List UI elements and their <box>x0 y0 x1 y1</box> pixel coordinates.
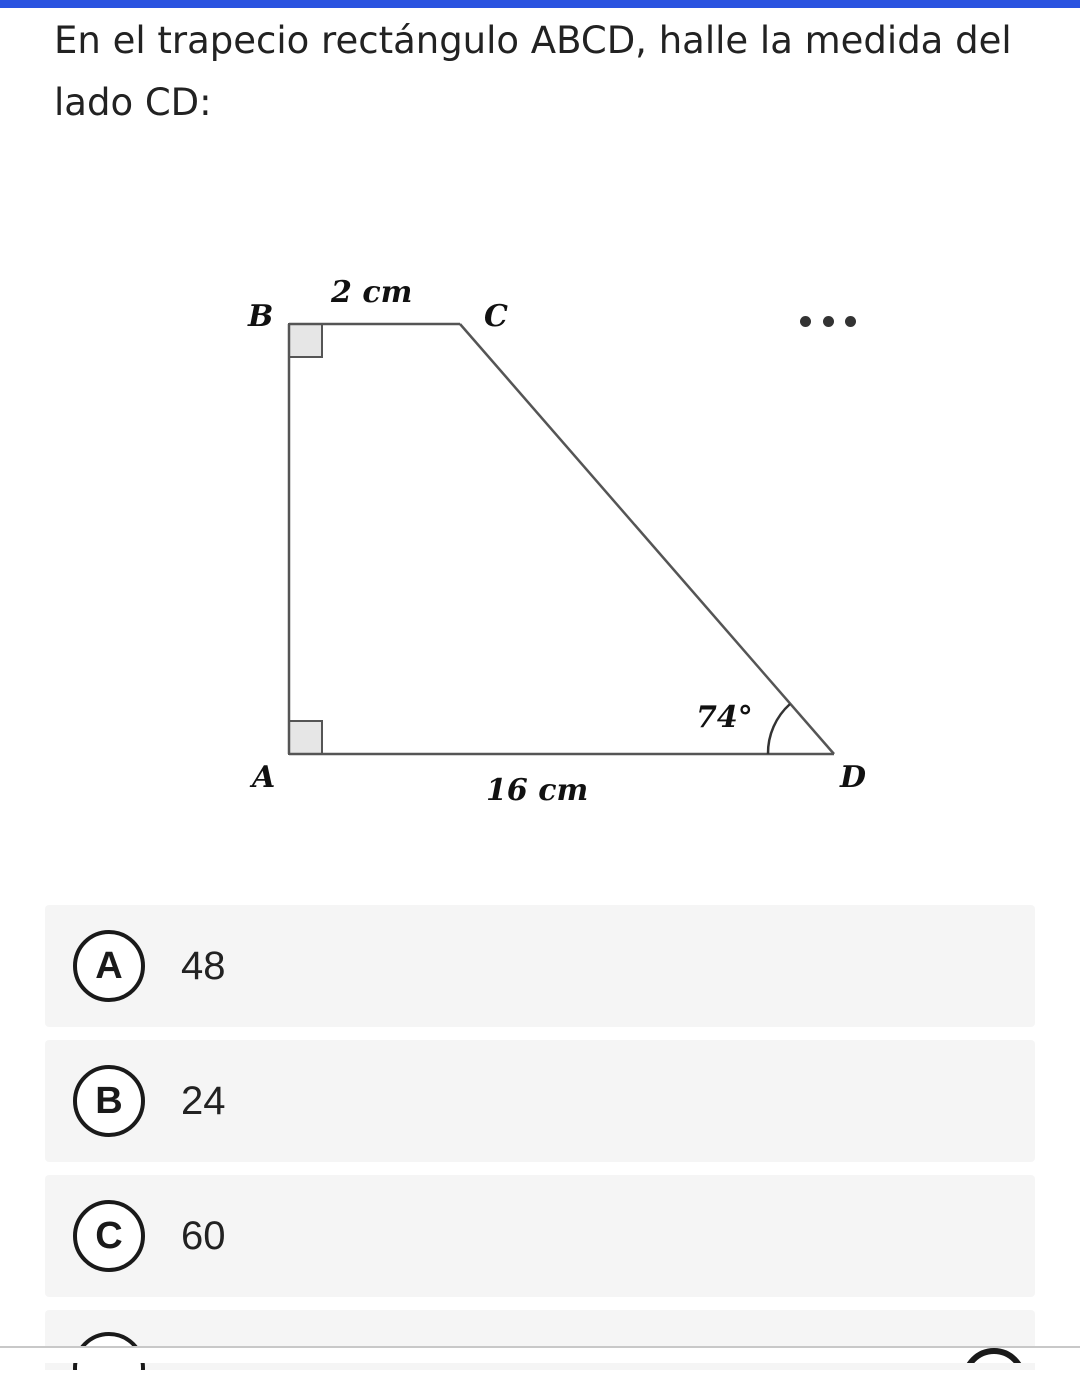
side-length-label-bottom: 16 cm <box>486 773 589 808</box>
floating-button-icon[interactable] <box>962 1348 1026 1363</box>
option-b[interactable] <box>45 1040 1035 1162</box>
dot <box>845 316 856 327</box>
top-accent-bar <box>0 0 1080 8</box>
option-value: 24 <box>181 1078 226 1123</box>
trapezoid-svg <box>0 250 1080 830</box>
option-value: 60 <box>181 1213 226 1258</box>
vertex-label-b: B <box>248 299 274 334</box>
option-a[interactable] <box>45 905 1035 1027</box>
question-text: En el trapecio rectángulo ABCD, halle la medida del lado CD: <box>54 19 1012 124</box>
angle-arc-d <box>768 704 790 754</box>
right-angle-marker-a <box>289 721 322 754</box>
right-angle-marker-b <box>289 324 322 357</box>
side-length-label-top: 2 cm <box>331 275 413 310</box>
answer-options <box>45 905 1035 1383</box>
vertex-label-d: D <box>840 760 867 795</box>
option-letter-circle: C <box>73 1200 145 1272</box>
vertex-label-c: C <box>484 299 508 334</box>
option-letter-circle: A <box>73 930 145 1002</box>
more-options-icon[interactable] <box>800 306 856 336</box>
trapezoid-figure <box>0 250 1080 830</box>
dot <box>800 316 811 327</box>
option-letter-circle: B <box>73 1065 145 1137</box>
bottom-toolbar <box>0 1348 1080 1363</box>
side-cd <box>460 324 834 754</box>
option-c[interactable] <box>45 1175 1035 1297</box>
vertex-label-a: A <box>252 760 276 795</box>
angle-label-d: 74° <box>696 700 753 735</box>
dot <box>823 316 834 327</box>
option-value: 48 <box>181 943 226 988</box>
